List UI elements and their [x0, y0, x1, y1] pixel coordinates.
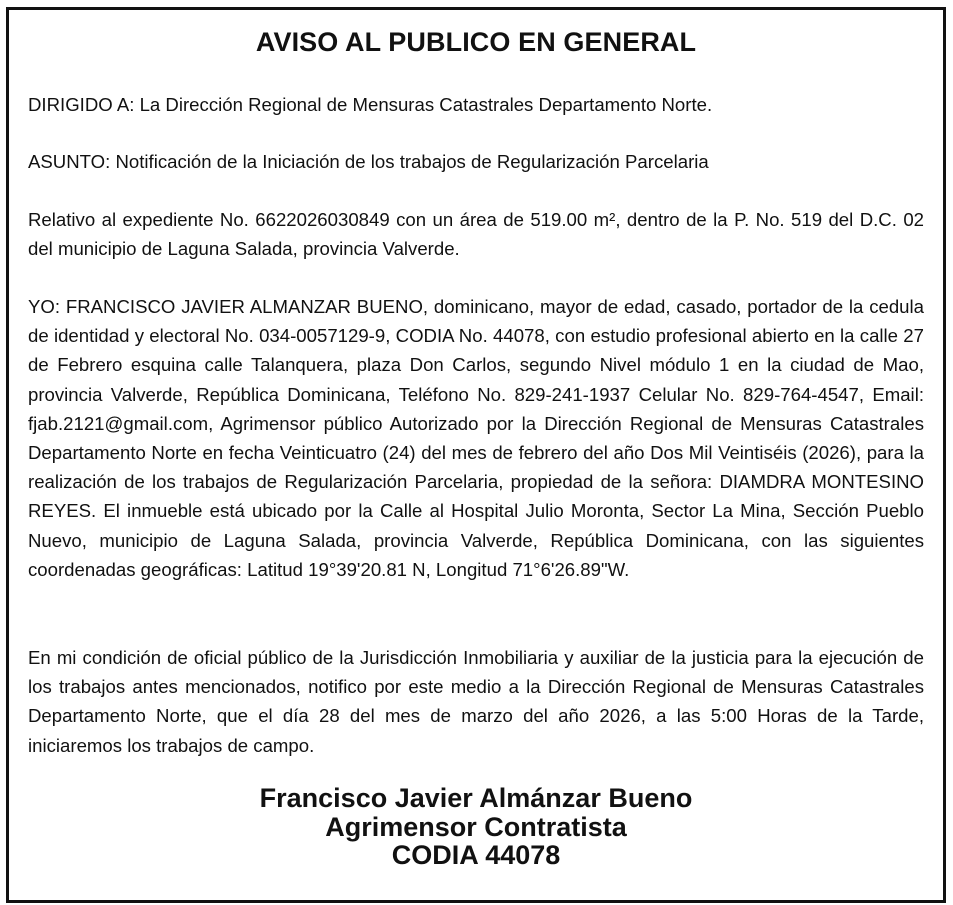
- notification-paragraph: En mi condición de oficial público de la Jurisdicción Inmobiliaria y auxiliar de la justicia para la ejecución de los trabajos antes mencionados, notifico por este medio a la Dirección Regional de Mensuras Catastrales Departamento Norte, que el día 28 del mes de marzo del año 2026, a las 5:00 Horas de la Tarde, iniciaremos los trabajos de campo.: [28, 647, 924, 756]
- reference-paragraph: Relativo al expediente No. 6622026030849 con un área de 519.00 m², dentro de la P. No. 519 del D.C. 02 del municipio de Laguna Salada, provincia Valverde.: [28, 209, 924, 260]
- addressed-to-paragraph: DIRIGIDO A: La Dirección Regional de Mensuras Catastrales Departamento Norte.: [28, 94, 713, 115]
- notice-frame: [6, 7, 946, 903]
- signature-codia: CODIA 44078: [391, 840, 561, 870]
- declaration-paragraph: YO: FRANCISCO JAVIER ALMANZAR BUENO, dominicano, mayor de edad, casado, portador de la cedula de identidad y electoral No. 034-0057129-9, CODIA No. 44078, con estudio profesional abierto en la calle 27 de Febrero esquina calle Talanquera, plaza Don Carlos, segundo Nivel módulo 1 en la ciudad de Mao, provincia Valverde, República Dominicana, Teléfono No. 829-241-1937 Celular No. 829-764-4547, Email: fjab.2121@gmail.com, Agrimensor público Autorizado por la Dirección Regional de Mensuras Catastrales Departamento Norte en fecha Veinticuatro (24) del mes de febrero del año Dos Mil Veintiséis (2026), para la realización de los trabajos de Regularización Parcelaria, propiedad de la señora: DIAMDRA MONTESINO REYES. El inmueble está ubicado por la Calle al Hospital Julio Moronta, Sector La Mina, Sección Pueblo Nuevo, municipio de Laguna Salada, provincia Valverde, República Dominicana, con las siguientes coordenadas geográficas: Latitud 19°39'20.81 N, Longitud 71°6'26.89"W.: [28, 296, 924, 580]
- signature-name: Francisco Javier Almánzar Bueno: [259, 783, 693, 813]
- signature-role: Agrimensor Contratista: [325, 812, 627, 842]
- notice-title: AVISO AL PUBLICO EN GENERAL: [255, 27, 697, 57]
- subject-paragraph: ASUNTO: Notificación de la Iniciación de los trabajos de Regularización Parcelaria: [28, 151, 709, 172]
